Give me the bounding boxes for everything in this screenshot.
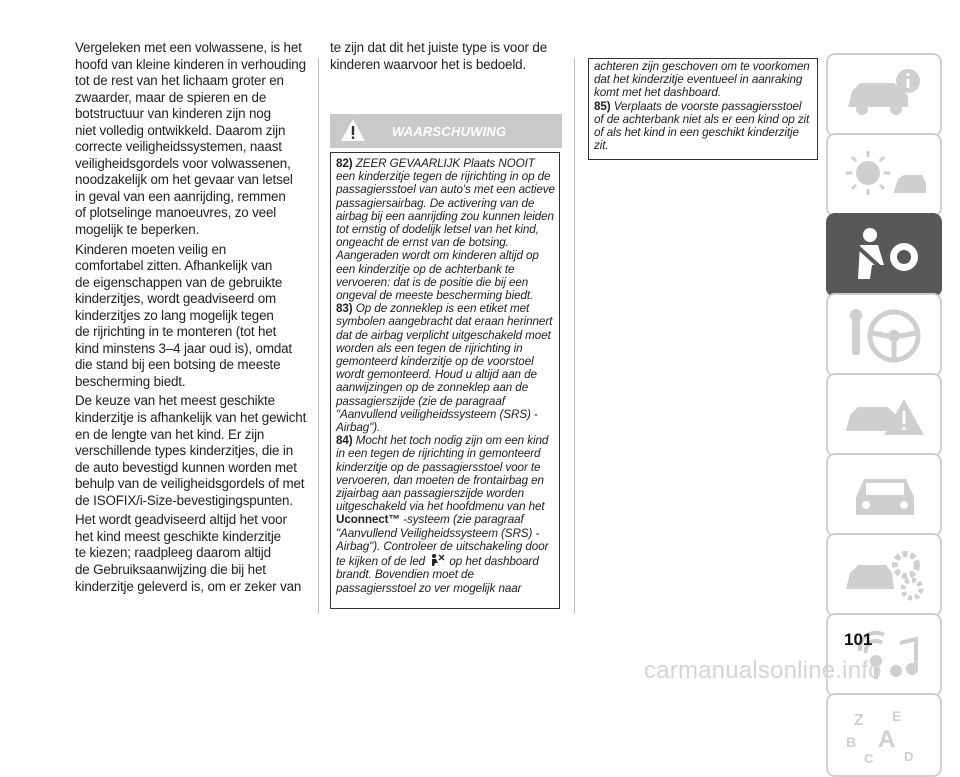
airbag-off-led-icon [429, 553, 445, 567]
paragraph: Kinderen moeten veilig en comfortabel zitten. Afhankelijk van de eigenschappen van de gebruikte kinderzitjes, wordt geadviseerd om kinderzitjes zo lang mogelijk tegen de rijrichting in te monteren (tot het kind minstens 3–4 jaar oud is), omdat die stand bij een botsing de meeste bescherming biedt. [75, 241, 292, 389]
warning-note-82: 82) ZEER GEVAARLIJK Plaats NOOIT een kinderzitje tegen de rijrichting in op de passagiersstoel van auto's met een actieve passagiersairbag. De activering van de airbag bij een aanrijding zou kunnen leiden tot ernstig of dodelijk letsel van het kind, ongeacht de ernst van de botsing. Aangeraden wordt om kinderen altijd op een kinderzitje op de achterbank te vervoeren: dat is de positie die bij een ongeval de meeste bescherming biedt. [336, 157, 555, 303]
tab-starting-driving[interactable] [826, 293, 942, 377]
svg-text:C: C [864, 751, 874, 766]
column-divider [318, 58, 319, 613]
body-text-column-1 [75, 40, 310, 598]
car-info-icon [842, 63, 928, 129]
warning-box-continued [588, 58, 818, 160]
steering-wheel-key-icon [842, 303, 928, 369]
car-service-gears-icon [842, 543, 928, 609]
page-number: 101 [844, 630, 873, 649]
warning-note-83: 83) Op de zonneklep is een etiket met symbolen aangebracht dat eraan herinnert dat de airbag verplicht uitgeschakeld moet worden als een tegen de rijrichting in gemonteerd kinderzitje op de voorstoel wordt gemonteerd. Houd u altijd aan de aanwijzingen op de zonneklep aan de passagierszijde (zie de paragraaf "Aanvullend veiligheidssysteem (SRS) - Airbag"). [336, 302, 553, 435]
tab-index[interactable] [826, 693, 942, 777]
paragraph: Het wordt geadviseerd altijd het voor het kind meest geschikte kinderzitje te kiezen; raadpleeg daarom altijd de Gebruiksaanwijzing die bij het kinderzitje geleverd is, om er zeker van [75, 512, 302, 594]
warning-note-85: 85) Verplaats de voorste passagiersstoel of de achterbank niet als er een kind op zit of als het kind in een geschikt kinderzitje zit. [594, 99, 810, 153]
body-text-column-2 [330, 40, 565, 73]
paragraph: te zijn dat dit het juiste type is voor de kinderen waarvoor het is bedoeld. [330, 40, 547, 72]
svg-text:E: E [892, 708, 902, 724]
warning-box [330, 152, 560, 609]
tab-technical-data[interactable] [826, 533, 942, 617]
paragraph: De keuze van het meest geschikte kinderzitje is afhankelijk van het gewicht en de lengte van het kind. Er zijn verschillende types kinderzitjes, die in de auto bevestigd kunnen worden met behulp van de veiligheidsgordels of met de ISOFIX/i-Size-bevestigingspunten. [75, 393, 307, 508]
tab-maintenance[interactable] [826, 453, 942, 537]
svg-text:D: D [904, 749, 914, 764]
warning-title: WAARSCHUWING [392, 124, 507, 139]
warning-header [330, 114, 562, 148]
column-divider [574, 58, 575, 613]
tab-emergency[interactable] [826, 373, 942, 457]
tab-safety[interactable] [826, 213, 942, 297]
svg-text:Z: Z [854, 712, 864, 729]
warning-note-84: 84) Mocht het toch nodig zijn om een kind in een tegen de rijrichting in gemonteerd kinderzitje op de passagiersstoel voor te vervoeren, dan moeten de frontairbag en zijairbag aan passagierszijde worden uitgeschakeld via het hoofdmenu van het Uconnect™ -systeem (zie paragraaf "Aanvullend Veiligheidssysteem (SRS) - Airbag"). Controleer de uitschakeling door te kijken of de led op het dashboard brandt. Bovendien moet de passagiersstoel zo ver mogelijk naar [336, 434, 549, 595]
svg-text:A: A [878, 726, 896, 753]
alphabetical-index-icon [842, 703, 928, 769]
tab-dashboard-lights[interactable] [826, 133, 942, 217]
footer-watermark: carmanualsonline.info [644, 657, 882, 684]
car-front-icon [842, 463, 928, 529]
paragraph: Vergeleken met een volwassene, is het hoofd van kleine kinderen in verhouding tot de rest van het lichaam groter en zwaarder, maar de spieren en de botstructuur van kinderen zijn nog niet volledig ontwikkeld. Daarom zijn correcte veiligheidssystemen, naast veiligheidsgordels voor volwassenen, noodzakelijk om het gevaar van letsel in geval van een aanrijding, remmen of plotselinge manoeuvres, zo veel mogelijk te beperken. [75, 40, 306, 238]
warning-triangle-car-icon [842, 383, 928, 449]
warning-continuation: achteren zijn geschoven om te voorkomen dat het kinderzitje eventueel in aanraking komt met het dashboard. [594, 60, 810, 100]
svg-text:B: B [846, 734, 857, 750]
tab-car-info[interactable] [826, 53, 942, 137]
seat-belt-airbag-icon [842, 223, 928, 289]
warning-triangle-icon [340, 117, 366, 143]
dashboard-lights-icon [842, 143, 928, 209]
